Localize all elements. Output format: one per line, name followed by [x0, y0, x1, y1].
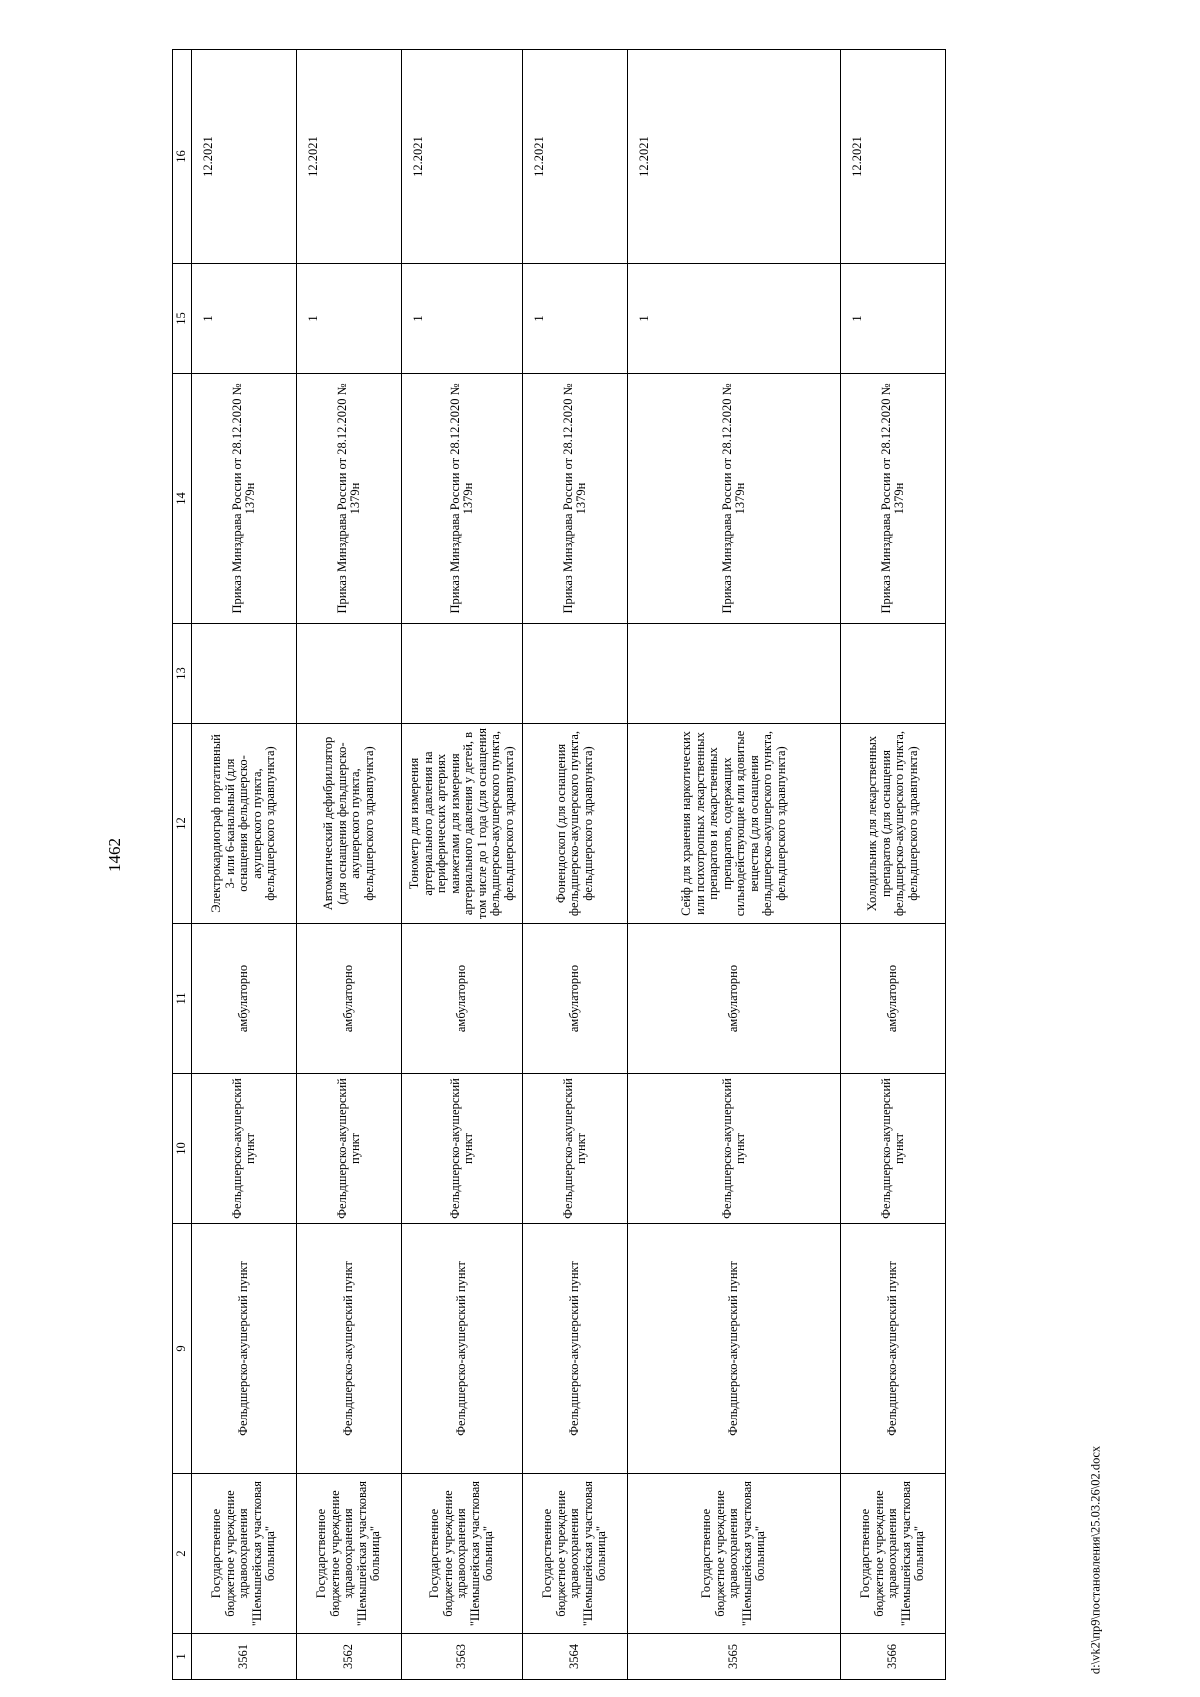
- mode-cell: амбулаторно: [297, 924, 402, 1074]
- table-row: [297, 50, 402, 1680]
- unit-type-cell: Фельдшерско-акушерский пункт: [297, 1074, 402, 1224]
- organization-cell: Государственное бюджетное учреждение здравоохранения "Шемышейская участковая больница": [628, 1474, 841, 1634]
- row-number: 3565: [628, 1634, 841, 1680]
- table-row: [628, 50, 841, 1680]
- equipment-cell: Автоматический дефибриллятор (для оснащения фельдшерско-акушерского пункта, фельдшерского здравпункта): [297, 724, 402, 924]
- header-cell: 14: [173, 374, 192, 624]
- table-row: [402, 50, 523, 1680]
- basis-cell: Приказ Минздрава России от 28.12.2020 № 1379н: [297, 374, 402, 624]
- row-number: 3563: [402, 1634, 523, 1680]
- mode-cell: амбулаторно: [841, 924, 946, 1074]
- rotated-table-sheet: [172, 50, 946, 1680]
- col13-cell: [841, 624, 946, 724]
- basis-cell: Приказ Минздрава России от 28.12.2020 № 1379н: [628, 374, 841, 624]
- organization-cell: Государственное бюджетное учреждение здравоохранения "Шемышейская участковая больница": [523, 1474, 628, 1634]
- count-cell: 1: [523, 264, 628, 374]
- equipment-cell: Тонометр для измерения артериального давления на периферических артериях манжетами для измерения артериального давления у детей, в том числе до 1 года (для оснащения фельдшерско-акушерского пункта, фельдшерского здравпункта): [402, 724, 523, 924]
- header-cell: 11: [173, 924, 192, 1074]
- count-cell: 1: [192, 264, 297, 374]
- page-number-text: 1462: [105, 838, 124, 872]
- mode-cell: амбулаторно: [523, 924, 628, 1074]
- col13-cell: [192, 624, 297, 724]
- mode-cell: амбулаторно: [402, 924, 523, 1074]
- row-number: 3561: [192, 1634, 297, 1680]
- date-cell: 12.2021: [628, 50, 841, 264]
- unit-cell: Фельдшерско-акушерский пункт: [628, 1224, 841, 1474]
- header-cell: 12: [173, 724, 192, 924]
- date-cell: 12.2021: [192, 50, 297, 264]
- unit-type-cell: Фельдшерско-акушерский пункт: [192, 1074, 297, 1224]
- unit-type-cell: Фельдшерско-акушерский пункт: [402, 1074, 523, 1224]
- count-cell: 1: [841, 264, 946, 374]
- organization-cell: Государственное бюджетное учреждение здравоохранения "Шемышейская участковая больница": [297, 1474, 402, 1634]
- footer-file-path: [1086, 1445, 1106, 1675]
- unit-cell: Фельдшерско-акушерский пункт: [523, 1224, 628, 1474]
- col13-cell: [402, 624, 523, 724]
- count-cell: 1: [628, 264, 841, 374]
- header-cell: 2: [173, 1474, 192, 1634]
- mode-cell: амбулаторно: [628, 924, 841, 1074]
- equipment-cell: Холодильник для лекарственных препаратов (для оснащения фельдшерско-акушерского пункта, фельдшерского здравпункта): [841, 724, 946, 924]
- unit-type-cell: Фельдшерско-акушерский пункт: [841, 1074, 946, 1224]
- footer-file-path-text: d:\vk2\пр9\постановления\25.03.26\02.docx: [1088, 1445, 1103, 1675]
- header-cell: 16: [173, 50, 192, 264]
- basis-cell: Приказ Минздрава России от 28.12.2020 № 1379н: [523, 374, 628, 624]
- page-number: [103, 830, 127, 880]
- organization-cell: Государственное бюджетное учреждение здравоохранения "Шемышейская участковая больница": [841, 1474, 946, 1634]
- count-cell: 1: [297, 264, 402, 374]
- unit-cell: Фельдшерско-акушерский пункт: [841, 1224, 946, 1474]
- header-cell: 13: [173, 624, 192, 724]
- header-cell: 1: [173, 1634, 192, 1680]
- equipment-cell: Сейф для хранения наркотических или психотропных лекарственных препаратов и лекарственных препаратов, содержащих сильнодействующие или ядовитые вещества (для оснащения фельдшерско-акушерского пункта, фельдшерского здравпункта): [628, 724, 841, 924]
- unit-cell: Фельдшерско-акушерский пункт: [297, 1224, 402, 1474]
- header-row: [173, 50, 192, 1680]
- organization-cell: Государственное бюджетное учреждение здравоохранения "Шемышейская участковая больница": [192, 1474, 297, 1634]
- header-cell: 10: [173, 1074, 192, 1224]
- col13-cell: [628, 624, 841, 724]
- equipment-cell: Фонендоскоп (для оснащения фельдшерско-акушерского пункта, фельдшерского здравпункта): [523, 724, 628, 924]
- row-number: 3564: [523, 1634, 628, 1680]
- table-row: [841, 50, 946, 1680]
- col13-cell: [297, 624, 402, 724]
- basis-cell: Приказ Минздрава России от 28.12.2020 № 1379н: [192, 374, 297, 624]
- basis-cell: Приказ Минздрава России от 28.12.2020 № 1379н: [402, 374, 523, 624]
- header-cell: 9: [173, 1224, 192, 1474]
- row-number: 3562: [297, 1634, 402, 1680]
- unit-type-cell: Фельдшерско-акушерский пункт: [523, 1074, 628, 1224]
- col13-cell: [523, 624, 628, 724]
- row-number: 3566: [841, 1634, 946, 1680]
- organization-cell: Государственное бюджетное учреждение здравоохранения "Шемышейская участковая больница": [402, 1474, 523, 1634]
- table-row: [192, 50, 297, 1680]
- unit-cell: Фельдшерско-акушерский пункт: [402, 1224, 523, 1474]
- header-cell: 15: [173, 264, 192, 374]
- table-row: [523, 50, 628, 1680]
- unit-type-cell: Фельдшерско-акушерский пункт: [628, 1074, 841, 1224]
- date-cell: 12.2021: [402, 50, 523, 264]
- date-cell: 12.2021: [297, 50, 402, 264]
- mode-cell: амбулаторно: [192, 924, 297, 1074]
- date-cell: 12.2021: [841, 50, 946, 264]
- basis-cell: Приказ Минздрава России от 28.12.2020 № 1379н: [841, 374, 946, 624]
- date-cell: 12.2021: [523, 50, 628, 264]
- equipment-table: [172, 49, 946, 1680]
- equipment-cell: Электрокардиограф портативный 3- или 6-канальный (для оснащения фельдшерско-акушерского пункта, фельдшерского здравпункта): [192, 724, 297, 924]
- count-cell: 1: [402, 264, 523, 374]
- unit-cell: Фельдшерско-акушерский пункт: [192, 1224, 297, 1474]
